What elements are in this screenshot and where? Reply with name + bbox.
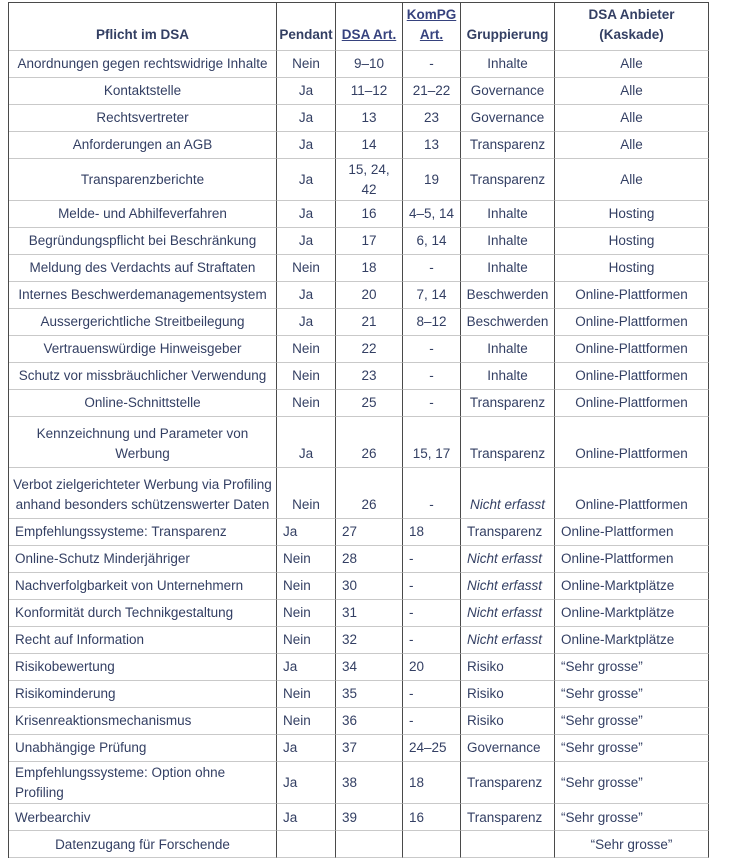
table-row <box>9 228 709 255</box>
cell-pendant: Ja <box>277 105 336 132</box>
cell-gruppierung: Inhalte <box>461 255 555 282</box>
cell-pflicht: Melde- und Abhilfeverfahren <box>9 201 277 228</box>
cell-anbieter: Online-Plattformen <box>555 519 709 546</box>
cell-gruppierung: Risiko <box>461 708 555 735</box>
cell-pendant: Ja <box>277 804 336 831</box>
cell-pflicht: Aussergerichtliche Streitbeilegung <box>9 309 277 336</box>
cell-pflicht: Konformität durch Technikgestaltung <box>9 600 277 627</box>
cell-gruppierung: Transparenz <box>461 762 555 804</box>
cell-anbieter: “Sehr grosse” <box>555 762 709 804</box>
cell-pflicht: Meldung des Verdachts auf Straftaten <box>9 255 277 282</box>
cell-anbieter: Alle <box>555 159 709 201</box>
cell-pendant: Ja <box>277 282 336 309</box>
cell-dsa_art: 32 <box>336 627 403 654</box>
cell-gruppierung: Inhalte <box>461 336 555 363</box>
header-anbieter-label: DSA Anbieter (Kaskade) <box>588 7 675 42</box>
cell-dsa_art: 17 <box>336 228 403 255</box>
table-header <box>9 3 709 51</box>
cell-pendant: Ja <box>277 417 336 468</box>
cell-pflicht: Unabhängige Prüfung <box>9 735 277 762</box>
cell-pendant: Ja <box>277 132 336 159</box>
table-row <box>9 201 709 228</box>
cell-pendant: Ja <box>277 159 336 201</box>
cell-anbieter: Online-Plattformen <box>555 390 709 417</box>
cell-gruppierung: Transparenz <box>461 519 555 546</box>
cell-anbieter: Hosting <box>555 255 709 282</box>
cell-dsa_art: 9–10 <box>336 51 403 78</box>
cell-gruppierung: Governance <box>461 735 555 762</box>
cell-gruppierung: Transparenz <box>461 390 555 417</box>
cell-anbieter: Online-Marktplätze <box>555 627 709 654</box>
cell-pendant: Ja <box>277 519 336 546</box>
cell-anbieter: Online-Plattformen <box>555 282 709 309</box>
cell-dsa_art <box>336 831 403 858</box>
cell-kompg_art: - <box>403 681 461 708</box>
cell-pflicht: Risikominderung <box>9 681 277 708</box>
cell-pflicht: Empfehlungssysteme: Transparenz <box>9 519 277 546</box>
table-row <box>9 735 709 762</box>
cell-kompg_art: - <box>403 390 461 417</box>
cell-dsa_art: 38 <box>336 762 403 804</box>
cell-pflicht: Internes Beschwerdemanagementsystem <box>9 282 277 309</box>
cell-pendant: Nein <box>277 573 336 600</box>
cell-dsa_art: 14 <box>336 132 403 159</box>
table-row <box>9 831 709 858</box>
cell-dsa_art: 25 <box>336 390 403 417</box>
dsa-art-link[interactable]: DSA Art. <box>341 26 397 42</box>
header-pflicht-im-dsa <box>9 3 277 51</box>
cell-gruppierung: Inhalte <box>461 201 555 228</box>
cell-gruppierung: Inhalte <box>461 228 555 255</box>
cell-anbieter: “Sehr grosse” <box>555 708 709 735</box>
cell-gruppierung: Governance <box>461 78 555 105</box>
cell-gruppierung: Beschwerden <box>461 309 555 336</box>
cell-pendant: Ja <box>277 78 336 105</box>
cell-pendant: Ja <box>277 735 336 762</box>
cell-kompg_art: 20 <box>403 654 461 681</box>
cell-dsa_art: 23 <box>336 363 403 390</box>
cell-kompg_art: - <box>403 468 461 519</box>
table-row <box>9 681 709 708</box>
cell-anbieter: Online-Plattformen <box>555 336 709 363</box>
cell-anbieter: Online-Marktplätze <box>555 573 709 600</box>
cell-anbieter: Alle <box>555 132 709 159</box>
table-row <box>9 708 709 735</box>
cell-anbieter: Alle <box>555 105 709 132</box>
cell-gruppierung: Inhalte <box>461 363 555 390</box>
table-row <box>9 336 709 363</box>
cell-anbieter: Hosting <box>555 228 709 255</box>
cell-anbieter: Alle <box>555 51 709 78</box>
table-row <box>9 546 709 573</box>
table-row <box>9 417 709 468</box>
table-row <box>9 762 709 804</box>
cell-gruppierung: Nicht erfasst <box>461 573 555 600</box>
cell-pflicht: Kontaktstelle <box>9 78 277 105</box>
cell-pflicht: Werbearchiv <box>9 804 277 831</box>
cell-dsa_art: 18 <box>336 255 403 282</box>
cell-pendant: Ja <box>277 228 336 255</box>
cell-dsa_art: 26 <box>336 417 403 468</box>
cell-kompg_art: - <box>403 51 461 78</box>
cell-gruppierung: Transparenz <box>461 417 555 468</box>
cell-dsa_art: 16 <box>336 201 403 228</box>
table-row <box>9 654 709 681</box>
cell-pendant: Ja <box>277 201 336 228</box>
cell-pendant: Nein <box>277 336 336 363</box>
cell-dsa_art: 22 <box>336 336 403 363</box>
table-row <box>9 51 709 78</box>
header-pflicht-label: Pflicht im DSA <box>95 26 189 42</box>
cell-gruppierung: Transparenz <box>461 132 555 159</box>
cell-kompg_art: - <box>403 546 461 573</box>
cell-gruppierung: Nicht erfasst <box>461 600 555 627</box>
cell-kompg_art: 21–22 <box>403 78 461 105</box>
cell-pendant: Nein <box>277 681 336 708</box>
cell-pflicht: Kennzeichnung und Parameter von Werbung <box>9 417 277 468</box>
cell-anbieter: Online-Marktplätze <box>555 600 709 627</box>
cell-gruppierung: Risiko <box>461 681 555 708</box>
cell-dsa_art: 30 <box>336 573 403 600</box>
cell-kompg_art: 7, 14 <box>403 282 461 309</box>
header-kompg-art <box>403 3 461 51</box>
header-pendant-label: Pendant <box>279 26 333 42</box>
cell-kompg_art: 4–5, 14 <box>403 201 461 228</box>
table-row <box>9 363 709 390</box>
cell-dsa_art: 36 <box>336 708 403 735</box>
cell-gruppierung: Transparenz <box>461 804 555 831</box>
cell-dsa_art: 11–12 <box>336 78 403 105</box>
kompg-art-link[interactable]: KomPG Art. <box>406 7 457 42</box>
cell-dsa_art: 21 <box>336 309 403 336</box>
table-row <box>9 255 709 282</box>
cell-anbieter: Alle <box>555 78 709 105</box>
cell-anbieter: “Sehr grosse” <box>555 804 709 831</box>
cell-pflicht: Vertrauenswürdige Hinweisgeber <box>9 336 277 363</box>
cell-kompg_art: 24–25 <box>403 735 461 762</box>
cell-dsa_art: 20 <box>336 282 403 309</box>
cell-anbieter: “Sehr grosse” <box>555 654 709 681</box>
table-row <box>9 804 709 831</box>
table-row <box>9 78 709 105</box>
header-gruppierung <box>461 3 555 51</box>
cell-kompg_art: 15, 17 <box>403 417 461 468</box>
table-row <box>9 627 709 654</box>
cell-pflicht: Begründungspflicht bei Beschränkung <box>9 228 277 255</box>
cell-dsa_art: 31 <box>336 600 403 627</box>
table-row <box>9 519 709 546</box>
cell-anbieter: Online-Plattformen <box>555 309 709 336</box>
cell-pflicht: Anordnungen gegen rechtswidrige Inhalte <box>9 51 277 78</box>
cell-gruppierung: Transparenz <box>461 159 555 201</box>
table-row <box>9 309 709 336</box>
table-row <box>9 600 709 627</box>
cell-kompg_art: - <box>403 363 461 390</box>
cell-pendant: Ja <box>277 654 336 681</box>
cell-kompg_art: - <box>403 627 461 654</box>
cell-pflicht: Schutz vor missbräuchlicher Verwendung <box>9 363 277 390</box>
cell-kompg_art: 6, 14 <box>403 228 461 255</box>
cell-gruppierung <box>461 831 555 858</box>
cell-anbieter: “Sehr grosse” <box>555 831 709 858</box>
table-row <box>9 159 709 201</box>
cell-pendant: Ja <box>277 762 336 804</box>
cell-pendant: Nein <box>277 363 336 390</box>
cell-pendant: Nein <box>277 600 336 627</box>
cell-kompg_art: 19 <box>403 159 461 201</box>
cell-pflicht: Online-Schutz Minderjähriger <box>9 546 277 573</box>
cell-gruppierung: Nicht erfasst <box>461 627 555 654</box>
cell-kompg_art: - <box>403 708 461 735</box>
dsa-obligations-table <box>8 2 709 858</box>
cell-gruppierung: Inhalte <box>461 51 555 78</box>
cell-pendant: Ja <box>277 309 336 336</box>
cell-anbieter: Online-Plattformen <box>555 417 709 468</box>
header-pendant <box>277 3 336 51</box>
cell-gruppierung: Nicht erfasst <box>461 468 555 519</box>
cell-pflicht: Transparenzberichte <box>9 159 277 201</box>
cell-anbieter: Online-Plattformen <box>555 546 709 573</box>
cell-pflicht: Verbot zielgerichteter Werbung via Profiling anhand besonders schützenswerter Daten <box>9 468 277 519</box>
cell-anbieter: Online-Plattformen <box>555 468 709 519</box>
cell-pendant: Nein <box>277 468 336 519</box>
table-row <box>9 132 709 159</box>
cell-pflicht: Krisenreaktionsmechanismus <box>9 708 277 735</box>
cell-anbieter: “Sehr grosse” <box>555 681 709 708</box>
cell-kompg_art: 23 <box>403 105 461 132</box>
cell-anbieter: “Sehr grosse” <box>555 735 709 762</box>
cell-dsa_art: 15, 24, 42 <box>336 159 403 201</box>
cell-pflicht: Anforderungen an AGB <box>9 132 277 159</box>
cell-pflicht: Recht auf Information <box>9 627 277 654</box>
cell-dsa_art: 28 <box>336 546 403 573</box>
cell-gruppierung: Governance <box>461 105 555 132</box>
table-row <box>9 282 709 309</box>
cell-kompg_art: 8–12 <box>403 309 461 336</box>
cell-pendant: Nein <box>277 51 336 78</box>
header-row <box>9 3 709 51</box>
cell-kompg_art: - <box>403 573 461 600</box>
header-gruppierung-label: Gruppierung <box>466 26 549 42</box>
cell-gruppierung: Beschwerden <box>461 282 555 309</box>
cell-kompg_art: 16 <box>403 804 461 831</box>
table-row <box>9 105 709 132</box>
cell-dsa_art: 27 <box>336 519 403 546</box>
cell-pendant: Nein <box>277 627 336 654</box>
cell-dsa_art: 35 <box>336 681 403 708</box>
cell-pflicht: Risikobewertung <box>9 654 277 681</box>
cell-gruppierung: Nicht erfasst <box>461 546 555 573</box>
cell-dsa_art: 26 <box>336 468 403 519</box>
cell-kompg_art: 18 <box>403 762 461 804</box>
cell-pendant: Nein <box>277 708 336 735</box>
header-dsa-anbieter <box>555 3 709 51</box>
cell-pflicht: Empfehlungssysteme: Option ohne Profiling <box>9 762 277 804</box>
cell-gruppierung: Risiko <box>461 654 555 681</box>
cell-kompg_art: - <box>403 336 461 363</box>
cell-dsa_art: 37 <box>336 735 403 762</box>
cell-kompg_art: - <box>403 600 461 627</box>
cell-pflicht: Nachverfolgbarkeit von Unternehmern <box>9 573 277 600</box>
cell-kompg_art: 18 <box>403 519 461 546</box>
cell-kompg_art <box>403 831 461 858</box>
cell-pflicht: Online-Schnittstelle <box>9 390 277 417</box>
cell-anbieter: Online-Plattformen <box>555 363 709 390</box>
header-dsa-art <box>336 3 403 51</box>
cell-pendant <box>277 831 336 858</box>
table-row <box>9 468 709 519</box>
cell-kompg_art: - <box>403 255 461 282</box>
cell-dsa_art: 39 <box>336 804 403 831</box>
cell-dsa_art: 13 <box>336 105 403 132</box>
cell-pflicht: Rechtsvertreter <box>9 105 277 132</box>
cell-dsa_art: 34 <box>336 654 403 681</box>
table-row <box>9 573 709 600</box>
table-body <box>9 51 709 858</box>
table-row <box>9 390 709 417</box>
cell-pendant: Nein <box>277 546 336 573</box>
cell-kompg_art: 13 <box>403 132 461 159</box>
cell-pendant: Nein <box>277 255 336 282</box>
cell-pendant: Nein <box>277 390 336 417</box>
cell-anbieter: Hosting <box>555 201 709 228</box>
cell-pflicht: Datenzugang für Forschende <box>9 831 277 858</box>
